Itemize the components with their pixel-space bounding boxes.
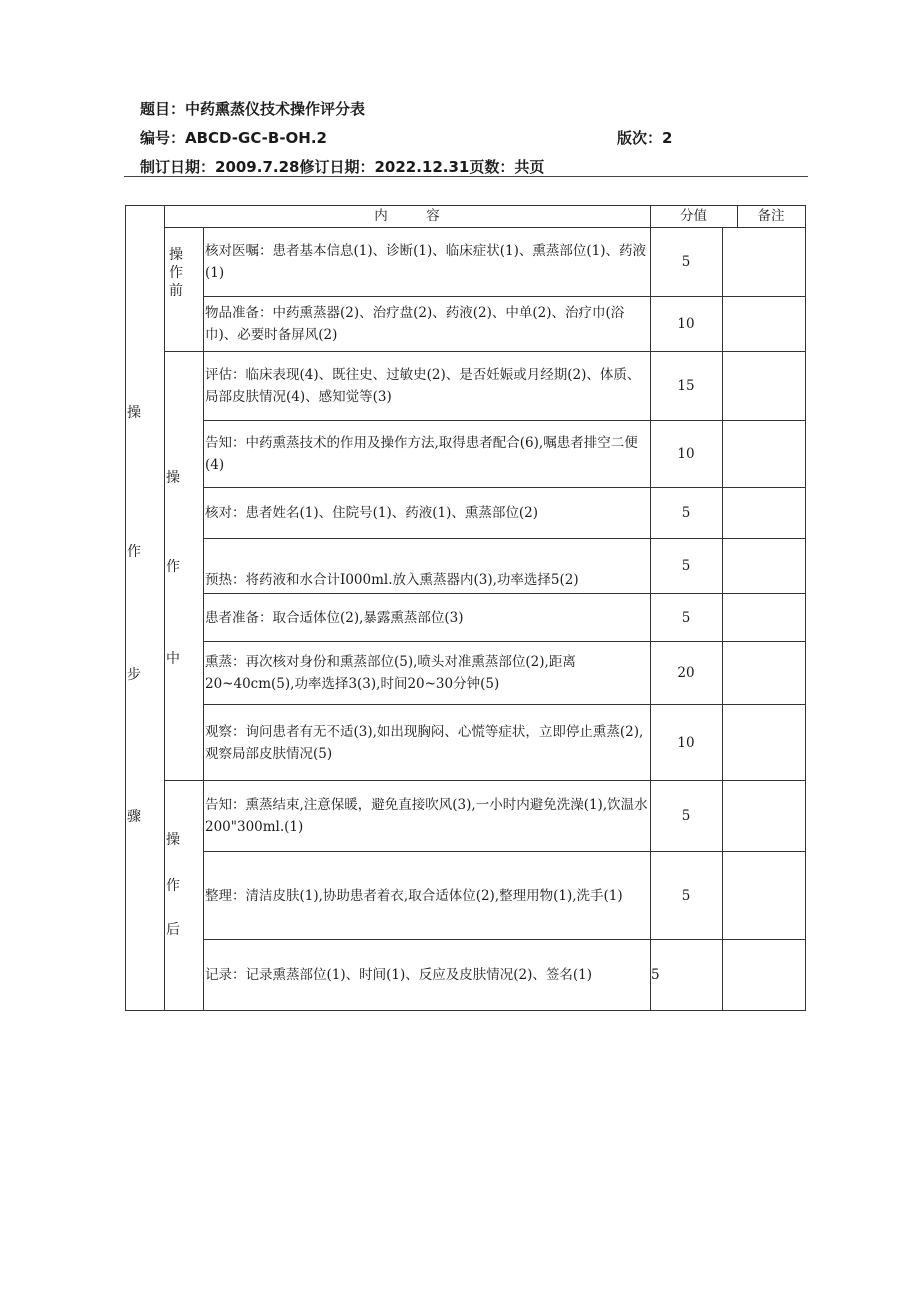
col-divider-phase: [164, 205, 165, 1011]
table-row-content: 核对：患者姓名(1)、住院号(1)、药液(1)、熏蒸部位(2): [205, 505, 538, 521]
table-row-score: 5: [681, 609, 691, 626]
document-version: 版次：2: [617, 129, 673, 147]
table-row-score: 15: [677, 378, 695, 394]
phase-after-char: 作: [166, 878, 180, 894]
table-row-score: 10: [677, 316, 695, 332]
column-header-content: 内 容: [374, 208, 440, 224]
document-dates: 制订日期：2009.7.28修订日期：2022.12.31页数：共页: [140, 158, 545, 176]
table-row-content: 观察：询问患者有无不适(3),如出现胸闷、心慌等症状，立即停止熏蒸(2),观察局部皮肤情况(5): [205, 723, 644, 762]
table-row-content: 告知：中药熏蒸技术的作用及操作方法,取得患者配合(6),嘱患者排空二便(4): [205, 435, 638, 473]
phase-before-char: 前: [169, 283, 183, 299]
table-border-left: [125, 205, 126, 1011]
table-row-content: 评估：临床表现(4)、既往史、过敏史(2)、是否妊娠或月经期(2)、体质、局部皮肤情况(4)、感知觉等(3): [205, 367, 641, 405]
table-row-score: 10: [677, 734, 695, 751]
table-border-bottom: [125, 1010, 806, 1011]
header-rule: [124, 176, 808, 177]
table-row-content: 核对医嘱：患者基本信息(1)、诊断(1)、临床症状(1)、熏蒸部位(1)、药液(1): [205, 243, 646, 281]
phase-during-char: 操: [166, 470, 180, 486]
table-row-score: 5: [681, 254, 691, 270]
table-row-content: 预热：将药液和水合计I000ml.放入熏蒸器内(3),功率选择5(2): [205, 572, 579, 588]
column-header-note: 备注: [757, 208, 785, 224]
table-row-content: 熏蒸：再次核对身份和熏蒸部位(5),喷头对准熏蒸部位(2),距离20~40cm(5),功率选择3(3),时间20~30分钟(5): [205, 654, 576, 692]
phase-during-char: 作: [166, 559, 180, 575]
phase-during-char: 中: [166, 651, 180, 667]
phase-before-char: 作: [169, 265, 183, 281]
column-header-score: 分值: [680, 208, 707, 224]
table-row-content: 患者准备：取合适体位(2),暴露熏蒸部位(3): [205, 609, 464, 626]
table-row-score: 5: [681, 808, 691, 824]
phase-before-char: 操: [169, 247, 183, 263]
table-row-score: 5: [681, 887, 691, 904]
table-row-content: 记录：记录熏蒸部位(1)、时间(1)、反应及皮肤情况(2)、签名(1): [205, 967, 592, 983]
table-row-score: 5: [681, 505, 691, 521]
phase-after-char: 操: [166, 832, 180, 848]
phase-after-char: 后: [166, 922, 180, 938]
table-row-content: 整理：清洁皮肤(1),协助患者着衣,取合适体位(2),整理用物(1),洗手(1): [205, 887, 623, 904]
outer-label-char: 作: [127, 544, 141, 560]
table-row-content: 告知：熏蒸结束,注意保暖，避免直接吹风(3),一小时内避免洗澡(1),饮温水200"300ml.(1): [205, 797, 648, 835]
col-divider-note: [722, 227, 723, 1011]
outer-label-char: 步: [127, 667, 141, 683]
table-row-score: 5: [651, 967, 660, 983]
outer-label-char: 骤: [127, 809, 141, 825]
table-row-score: 20: [677, 665, 695, 681]
table-row-content: 物品准备：中药熏蒸器(2)、治疗盘(2)、药液(2)、中单(2)、治疗巾(浴巾)、必要时备屏风(2): [205, 305, 625, 343]
table-row-score: 10: [677, 446, 695, 462]
table-row-score: 5: [681, 558, 691, 574]
outer-label-char: 操: [127, 405, 141, 421]
page-title: 题目：中药熏蒸仪技术操作评分表: [140, 100, 366, 118]
document-code: 编号：ABCD-GC-B-OH.2: [140, 129, 327, 147]
table-border-right: [805, 205, 806, 1011]
